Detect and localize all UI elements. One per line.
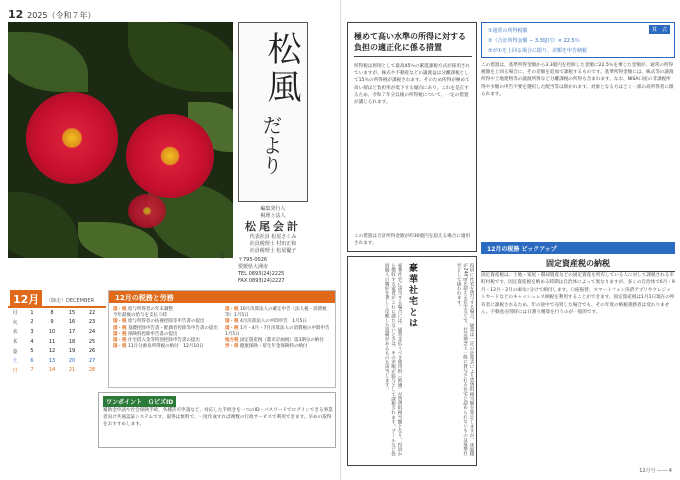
page-header — [8, 8, 96, 21]
article-note: この措置は合計所得金額が約30億円を超える場合に適用されます。 — [354, 234, 471, 246]
calendar-row: 木 4 11 18 25 — [12, 338, 96, 346]
person-line: 社員税理士 松尾優子 — [249, 248, 297, 254]
masthead-subtitle: だより — [259, 115, 283, 175]
firm-name: 松尾会計 — [245, 220, 301, 233]
schedule-item: 国・税 住宅借入金等特別控除申告書の提出 — [113, 338, 200, 344]
calendar-row: 日 7 14 21 28 — [12, 367, 96, 374]
article-body: 所得税は原則として最高45％の累進課税方式が採用されていますが、株式や不動産などの譲渡益は分離課税として15％の所得税が課税されます。そのため所得が極めて高い層ほど負担率が低下する傾向にあり、これを是正するため、令和７年分以後の所得税について、一定の措置が講じられます。 — [354, 64, 471, 106]
schedule-box — [108, 290, 336, 388]
onepoint-title: ワンポイント ＧビズID — [103, 396, 176, 407]
masthead-title: 松風 — [261, 31, 301, 107]
right-page — [340, 0, 680, 480]
person-line: 社員税理士 村田正和 — [249, 241, 297, 247]
schedule-item: 国・税 1月・4月・7月決算法人の消費税の中間申告 1月5日 — [225, 325, 335, 337]
schedule-col-2 — [225, 307, 333, 350]
schedule-col-1 — [113, 307, 221, 350]
schedule-item: 労・保 健康保険・厚生年金保険料の納付 — [225, 344, 308, 350]
calendar-row: 金 5 12 19 26 — [12, 348, 96, 355]
calendar-row: 火 2 9 16 23 — [12, 319, 96, 326]
article-luxury-housing — [347, 256, 477, 466]
calendar-row: 水 3 10 17 24 — [12, 328, 96, 336]
camellia-flower — [126, 114, 214, 198]
calendar-label: （師走）DECEMBER — [46, 298, 95, 304]
publisher-block — [238, 206, 308, 285]
onepoint-box — [98, 392, 336, 448]
contact-line: TEL 0893(24)2225 — [238, 271, 285, 277]
schedule-title: 12月の税務と労務 — [109, 291, 335, 303]
schedule-item: 国・税 給与所得者の年末調整 — [113, 307, 173, 312]
formula-box — [481, 22, 675, 58]
article-title: 極めて高い水準の所得に対する負担の適正化に係る措置 — [354, 31, 472, 57]
contact-line: FAX 0893(24)2227 — [238, 278, 285, 284]
article-body: 豪華社宅に該当する場合には、通常支払うべき使用料（時価）が賃貸料相当額となり、役員から徴収する家賃がこれに満たないときは、その差額が給与として課税されます。プールなど役員個人の嗜好を著しく反映した設備があるものも該当します。 — [384, 263, 402, 457]
calendar-row: 土 6 13 20 27 — [12, 357, 96, 365]
publisher-line: 編集発行人 — [260, 206, 286, 212]
camellia-flower — [128, 194, 166, 228]
schedule-item: 国・税 11月分源泉所得税の納付 12月10日 — [113, 344, 204, 350]
article-title: 固定資産税の納税 — [481, 258, 675, 272]
contact-line: 〒795-0026 — [238, 257, 268, 263]
article-title: 豪華社宅とは — [407, 263, 417, 329]
page-footer: 12月号 —— 4 — [639, 468, 672, 474]
pickup-banner: 12月の税務 ピックアップ — [481, 242, 675, 254]
publisher-line: 税理士法人 — [260, 213, 286, 219]
calendar-header — [8, 290, 106, 308]
schedule-item: 地方税 固定資産税（都市計画税）第3期分の納付 — [225, 338, 324, 344]
formula-label: 算 式 — [649, 25, 670, 34]
schedule-item: 国・税 4月決算法人の中間申告 1月5日 — [225, 319, 308, 325]
camellia-photo — [8, 22, 233, 258]
photo-caption: 椿 — [220, 254, 226, 260]
calendar-month: 12月 — [10, 290, 42, 308]
article-body: 役員に社宅を貸与する場合、通常は一定の計算式により賃貸料相当額を算定しますが、床面積が240㎡を超える住宅などで、社会通念上一般に貸与される住宅と認められないものは豪華社宅として扱われます。 — [456, 263, 474, 457]
page-year: 2025（令和７年） — [27, 11, 96, 20]
article-body: 固定資産税は、土地・家屋・償却資産などの固定資産を所有している人に対して課税される市町村税です。固定資産税を納める時期は自治体によって異なりますが、多くの自治体で6月・9月・12月・2月の4回に分けて納付します。口座振替、スマートフォン決済アプリやクレジットカードなどのキャッシュレス納税を利用することができます。固定資産税は1月1日現在の所有者に課税されるため、年の途中で売買した場合でも、その年度の納税義務者は変わりません。不動産売買時には日割り精算を行うのが一般的です。 — [481, 273, 675, 316]
calendar-row: 月 1 8 15 22 — [12, 309, 96, 317]
schedule-item: 国・税 10月決算法人の確定申告（法人税・消費税等）1月5日 — [225, 307, 327, 319]
calendar — [8, 290, 106, 375]
schedule-item: 国・税 給与所得者の扶養控除等申告書の提出 — [113, 319, 205, 325]
contact-line: 愛媛県大洲市 — [238, 264, 269, 270]
onepoint-text: 補助金申請や社会保険手続、各種許可申請など、対応した手続きを一つのID・パスワードでログインできる事業者向け共通認証システムです。取得は無料で、一度作成すれば複数の行政サービスで利用できます。早めの取得をおすすめします。 — [103, 408, 333, 427]
camellia-flower — [26, 92, 118, 184]
masthead — [238, 22, 308, 202]
article-high-income — [347, 22, 477, 252]
formula-line: ①通常の所得税額 — [488, 28, 528, 34]
schedule-item: 国・税 保険料控除申告書の提出 — [113, 331, 178, 337]
formula-line: ②（合計所得金額 − 3.3億円）× 22.5％ — [488, 38, 580, 44]
schedule-item: 今年最後の給与を支払う時 — [113, 313, 167, 319]
person-line: 代表社員 松尾さくみ — [249, 234, 297, 240]
page-number: 12 — [8, 8, 24, 21]
schedule-item: 国・税 基礎控除申告書・配偶者控除等申告書の提出 — [113, 325, 218, 331]
contact-info — [238, 257, 308, 285]
formula-line: ②が①を上回る場合に限り、差額を申告納税 — [488, 48, 587, 54]
article-body-continued: この措置は、基準所得金額から3.3億円を控除した金額に22.5％を乗じた金額が、通常の所得税額を上回る場合に、その差額を追加で課税するものです。基準所得金額には、株式等の譲渡所得や土地建物等の譲渡所得など分離課税の所得も含まれます。なお、NISA口座の非課税所得や少額の申告不要を選択した配当等は除かれます。対象となる方はごく一部の高所得者に限られます。 — [481, 63, 674, 97]
